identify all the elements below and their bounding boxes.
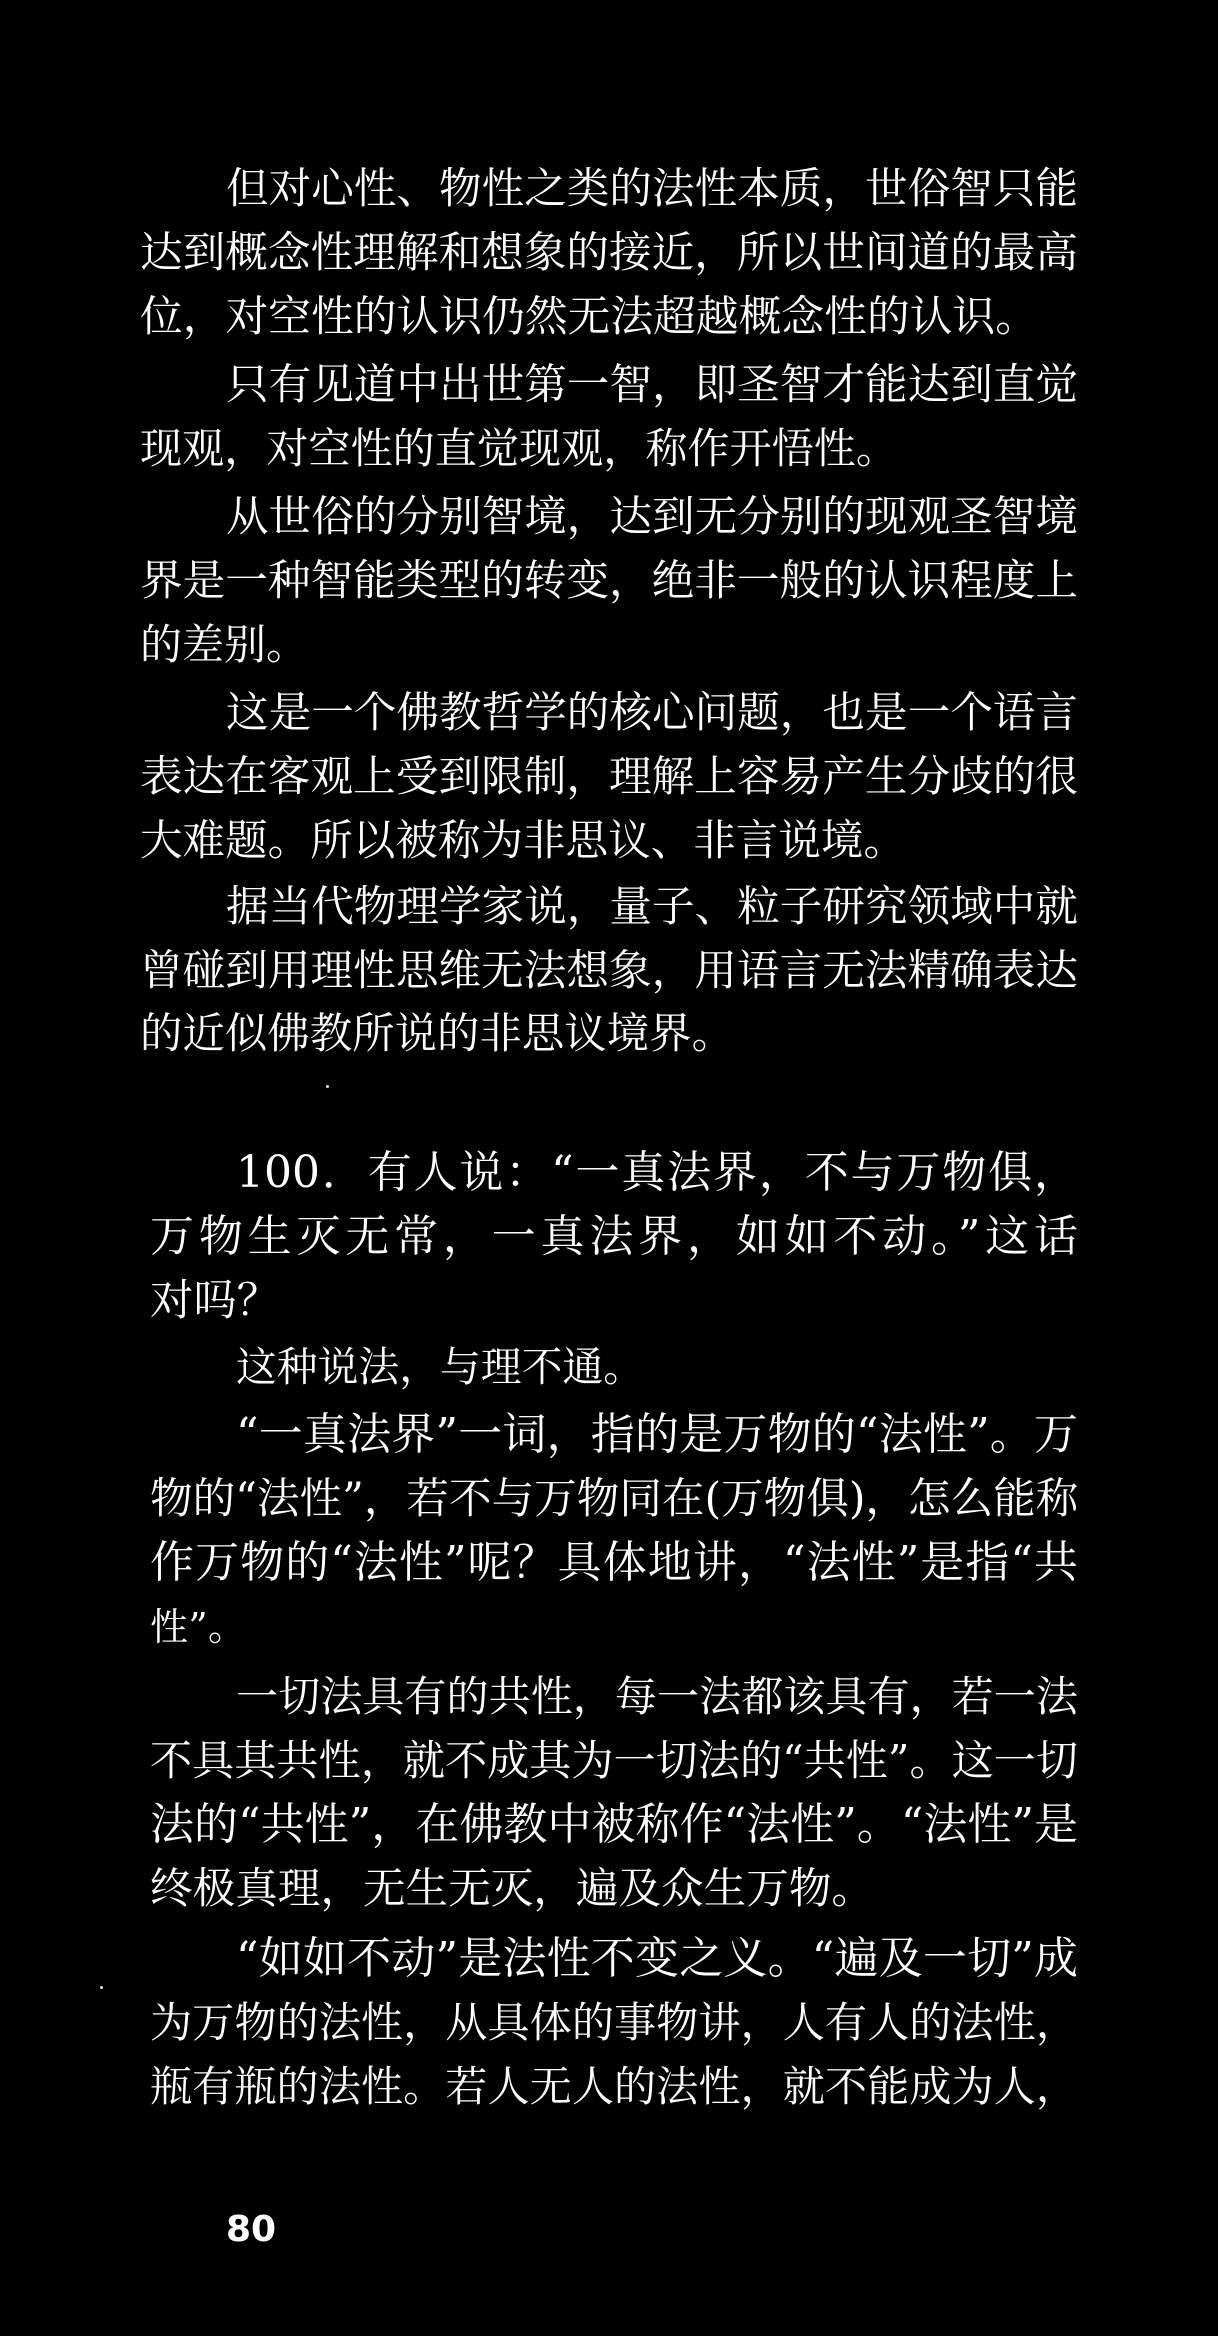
text-line: 为万物的法性，从具体的事物讲，人有人的法性， (150, 1998, 1078, 2047)
text-line: 不具其共性，就不成其为一切法的“共性”。这一切 (150, 1736, 1078, 1785)
text-line: 物的“法性”，若不与万物同在(万物俱)，怎么能称 (150, 1474, 1079, 1524)
text-line: 界是一种智能类型的转变，绝非一般的认识程度上 (140, 556, 1078, 606)
print-speck (326, 1085, 329, 1088)
text-line: 曾碰到用理性思维无法想象，用语言无法精确表达 (140, 946, 1078, 996)
text-line: 现观，对空性的直觉现观，称作开悟性。 (140, 424, 898, 473)
text-line: “一真法界”一词，指的是万物的“法性”。万 (236, 1409, 1078, 1460)
text-line: 瓶有瓶的法性。若人无人的法性，就不能成为人， (150, 2062, 1078, 2111)
text-line: 这是一个佛教哲学的核心问题，也是一个语言 (226, 688, 1078, 738)
text-line: 性”。 (150, 1605, 246, 1649)
text-line: 位，对空性的认识仍然无法超越概念性的认识。 (140, 292, 1038, 342)
print-speck (100, 1986, 103, 1989)
text-line: 大难题。所以被称为非思议、非言说境。 (140, 816, 906, 866)
text-line: 的差别。 (140, 620, 309, 669)
text-line: “如如不动”是法性不变之义。“遍及一切”成 (236, 1933, 1078, 1984)
text-line: 只有见道中出世第一智，即圣智才能达到直觉 (226, 360, 1078, 410)
text-line: 一切法具有的共性，每一法都该具有，若一法 (236, 1672, 1078, 1721)
page-number: 80 (226, 2209, 277, 2250)
text-line: 但对心性、物性之类的法性本质，世俗智只能 (226, 164, 1078, 214)
text-line: 作万物的“法性”呢？具体地讲，“法性”是指“共 (150, 1537, 1078, 1588)
question-line: 100．有人说：“一真法界，不与万物俱， (236, 1147, 1078, 1198)
text-line: 达到概念性理解和想象的接近，所以世间道的最高 (140, 228, 1078, 278)
question-line: 对吗？ (150, 1276, 280, 1326)
text-line: 法的“共性”，在佛教中被称作“法性”。“法性”是 (150, 1799, 1078, 1850)
text-line: 这种说法，与理不通。 (236, 1343, 644, 1391)
text-line: 终极真理，无生无灭，遍及众生万物。 (150, 1864, 874, 1914)
text-line: 表达在客观上受到限制，理解上容易产生分歧的很 (140, 752, 1078, 802)
text-line: 的近似佛教所说的非思议境界。 (140, 1010, 734, 1059)
question-line: 万物生灭无常，一真法界，如如不动。”这话 (150, 1211, 1078, 1262)
text-line: 据当代物理学家说，量子、粒子研究领域中就 (226, 882, 1078, 932)
text-line: 从世俗的分别智境，达到无分别的现观圣智境 (226, 492, 1078, 542)
